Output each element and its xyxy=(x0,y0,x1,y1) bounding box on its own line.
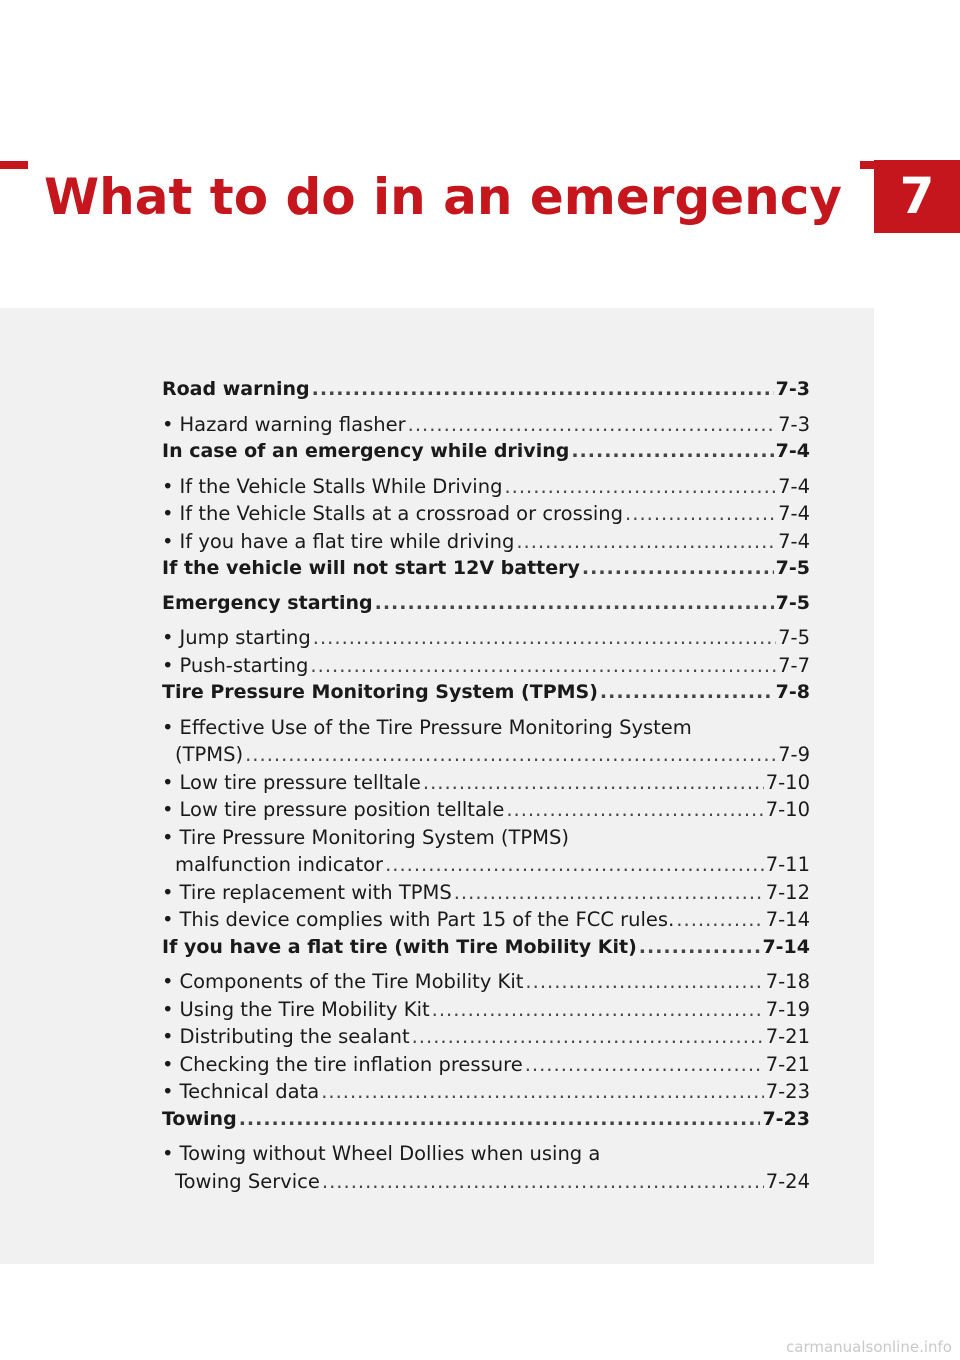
bullet-icon: • xyxy=(162,502,174,525)
toc-heading[interactable] xyxy=(162,555,810,583)
toc-page-number: 7-24 xyxy=(765,1169,810,1193)
toc-heading[interactable] xyxy=(162,679,810,707)
toc-entry[interactable] xyxy=(162,652,810,680)
toc-page-number: 7-5 xyxy=(775,557,810,579)
toc-entry-title: Tire Pressure Monitoring System (TPMS) xyxy=(162,681,598,703)
toc-page-number: 7-21 xyxy=(765,1052,810,1076)
toc-page-number: 7-4 xyxy=(775,440,810,462)
bullet-icon: • xyxy=(162,1080,174,1103)
toc-page-number: 7-9 xyxy=(778,743,810,766)
toc-entry[interactable] xyxy=(162,1140,810,1168)
bullet-icon: • xyxy=(162,412,174,436)
toc-entry-title: Low tire pressure position telltale xyxy=(179,798,505,821)
leader-dots xyxy=(412,1023,764,1051)
leader-dots xyxy=(600,679,774,707)
toc-page-number: 7-3 xyxy=(775,378,810,400)
toc-heading[interactable] xyxy=(162,934,810,962)
toc-entry-title: Towing xyxy=(162,1107,237,1130)
bullet-icon: • xyxy=(162,908,174,931)
leader-dots xyxy=(423,769,764,797)
toc-entry[interactable] xyxy=(162,473,810,501)
leader-dots xyxy=(516,528,776,556)
bullet-icon: • xyxy=(162,880,174,904)
toc-entry-title: Jump starting xyxy=(179,626,311,649)
toc-page-number: 7-7 xyxy=(778,653,810,677)
toc-entry[interactable] xyxy=(162,968,810,996)
toc-entry-title: Effective Use of the Tire Pressure Monitoring System xyxy=(179,715,692,739)
toc-page-number: 7-14 xyxy=(762,935,810,958)
toc-page-number: 7-10 xyxy=(765,798,810,821)
toc-entry-title: If you have a flat tire (with Tire Mobility Kit) xyxy=(162,935,637,958)
toc-entry[interactable] xyxy=(162,714,810,742)
toc-entry[interactable] xyxy=(162,1078,810,1106)
toc-heading[interactable] xyxy=(162,376,810,404)
toc-entry[interactable] xyxy=(162,741,810,769)
bullet-icon: • xyxy=(162,770,174,794)
toc-entry-title: In case of an emergency while driving xyxy=(162,440,570,462)
bullet-icon: • xyxy=(162,653,174,677)
bullet-icon: • xyxy=(162,997,174,1021)
leader-dots xyxy=(454,879,764,907)
toc-page-number: 7-19 xyxy=(765,997,810,1021)
toc-page-number: 7-10 xyxy=(765,770,810,794)
toc-entry[interactable] xyxy=(162,1168,810,1196)
toc-entry-title: Components of the Tire Mobility Kit xyxy=(179,970,524,993)
bullet-icon: • xyxy=(162,825,174,849)
bullet-icon: • xyxy=(162,529,174,553)
toc-entry-title: Tire Pressure Monitoring System (TPMS) xyxy=(179,825,569,849)
toc-entry-title: Road warning xyxy=(162,378,310,400)
toc-page-number: 7-21 xyxy=(765,1025,810,1048)
toc-page-number: 7-4 xyxy=(778,529,810,553)
toc-entry-title: (TPMS) xyxy=(175,743,244,766)
toc-entry-title: Checking the tire inflation pressure xyxy=(179,1052,523,1076)
leader-dots xyxy=(245,741,776,769)
toc-page-number: 7-14 xyxy=(765,908,810,931)
leader-dots xyxy=(504,473,776,501)
toc-entry-title: Tire replacement with TPMS xyxy=(179,880,452,904)
toc-entry-title: If the Vehicle Stalls at a crossroad or crossing xyxy=(179,502,624,525)
bullet-icon: • xyxy=(162,715,174,739)
leader-dots xyxy=(312,376,774,404)
toc-entry-title: Low tire pressure telltale xyxy=(179,770,421,794)
toc-entry-title: If you have a flat tire while driving xyxy=(179,529,515,553)
footer-watermark: carmanualsonline.info xyxy=(786,1338,952,1356)
leader-dots xyxy=(582,555,774,583)
toc-entry-title: Hazard warning flasher xyxy=(179,412,406,436)
leader-dots xyxy=(385,851,764,879)
bullet-icon: • xyxy=(162,970,174,993)
leader-dots xyxy=(322,1168,764,1196)
leader-dots xyxy=(321,1078,764,1106)
toc-entry[interactable] xyxy=(162,879,810,907)
bullet-icon: • xyxy=(162,1142,174,1165)
toc-page-number: 7-18 xyxy=(765,970,810,993)
toc-entry[interactable] xyxy=(162,851,810,879)
leader-dots xyxy=(571,438,773,466)
toc-entry-title: Towing Service xyxy=(175,1169,320,1193)
toc-entry[interactable] xyxy=(162,500,810,528)
toc-entry[interactable] xyxy=(162,1051,810,1079)
leader-dots xyxy=(375,590,774,618)
toc-entry[interactable] xyxy=(162,906,810,934)
toc-entry-title: malfunction indicator xyxy=(175,853,384,876)
toc-page-number: 7-5 xyxy=(778,626,810,649)
toc-entry[interactable] xyxy=(162,624,810,652)
toc-entry[interactable] xyxy=(162,769,810,797)
toc-entry[interactable] xyxy=(162,796,810,824)
toc-entry-title: Push-starting xyxy=(179,653,309,677)
toc-heading[interactable] xyxy=(162,590,810,618)
toc-page-number: 7-23 xyxy=(762,1107,810,1130)
toc-page-number: 7-4 xyxy=(778,502,810,525)
bullet-icon: • xyxy=(162,1052,174,1076)
toc-page-number: 7-3 xyxy=(778,412,810,436)
toc-entry-title: Technical data xyxy=(179,1080,320,1103)
leader-dots xyxy=(408,411,777,439)
toc-entry[interactable] xyxy=(162,996,810,1024)
toc-entry[interactable] xyxy=(162,824,810,852)
toc-entry-title: Towing without Wheel Dollies when using a xyxy=(179,1142,601,1165)
toc-heading[interactable] xyxy=(162,1106,810,1134)
bullet-icon: • xyxy=(162,1025,174,1048)
leader-dots xyxy=(506,796,763,824)
toc-entry-title: Emergency starting xyxy=(162,591,373,614)
bullet-icon: • xyxy=(162,798,174,821)
toc-page-number: 7-11 xyxy=(765,853,810,876)
toc-page-number: 7-12 xyxy=(765,880,810,904)
leader-dots xyxy=(625,500,776,528)
toc-heading[interactable] xyxy=(162,438,810,466)
toc-page-number: 7-5 xyxy=(775,591,810,614)
toc-entry[interactable] xyxy=(162,1023,810,1051)
toc-page-number: 7-8 xyxy=(775,681,810,703)
leader-dots xyxy=(313,624,776,652)
leader-dots xyxy=(239,1106,761,1134)
toc-entry[interactable] xyxy=(162,528,810,556)
leader-dots xyxy=(639,934,761,962)
leader-dots xyxy=(525,968,763,996)
toc-entry-title: If the vehicle will not start 12V battery xyxy=(162,557,580,579)
leader-dots xyxy=(432,996,764,1024)
bullet-icon: • xyxy=(162,626,174,649)
toc-page-number: 7-4 xyxy=(778,474,810,498)
toc-entry-title: If the Vehicle Stalls While Driving xyxy=(179,474,503,498)
toc-entry-title: Distributing the sealant xyxy=(179,1025,410,1048)
bullet-icon: • xyxy=(162,474,174,498)
table-of-contents xyxy=(162,376,810,1195)
leader-dots xyxy=(310,652,776,680)
toc-entry-title: This device complies with Part 15 of the FCC rules. xyxy=(179,908,675,931)
leader-dots xyxy=(676,906,763,934)
chapter-title: What to do in an emergency xyxy=(28,160,860,234)
chapter-number-badge: 7 xyxy=(874,160,960,233)
leader-dots xyxy=(525,1051,764,1079)
toc-page-number: 7-23 xyxy=(765,1080,810,1103)
toc-entry[interactable] xyxy=(162,411,810,439)
toc-entry-title: Using the Tire Mobility Kit xyxy=(179,997,430,1021)
